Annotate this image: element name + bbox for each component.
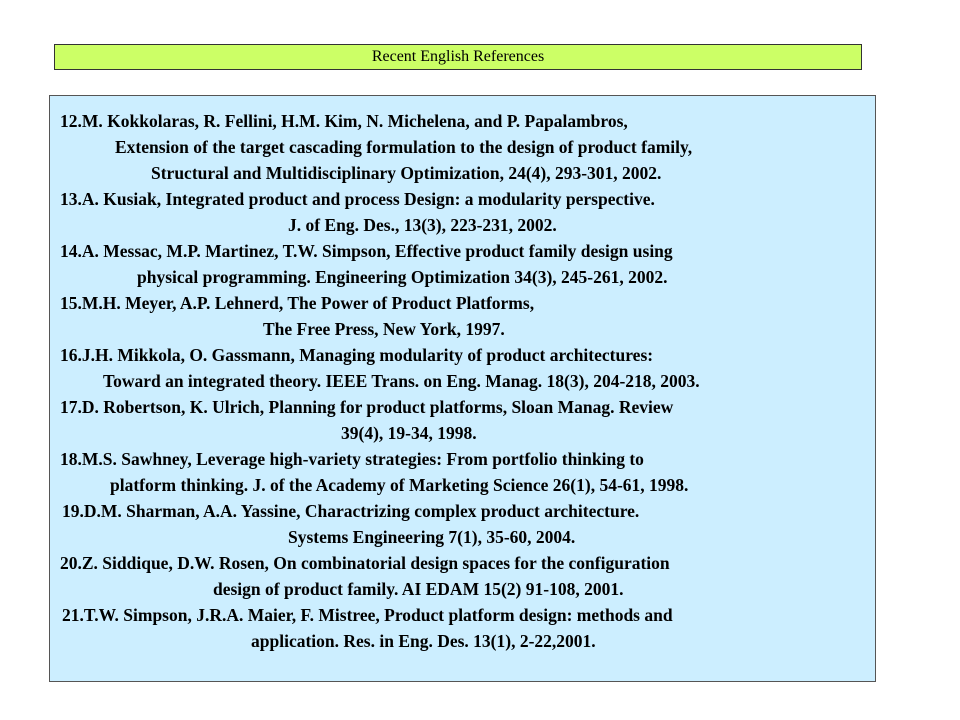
- reference-17-line-2: 39(4), 19-34, 1998.: [341, 423, 477, 443]
- references-panel: [49, 95, 876, 682]
- reference-19-line-2: Systems Engineering 7(1), 35-60, 2004.: [288, 527, 576, 547]
- reference-18-line-1: 18.M.S. Sawhney, Leverage high-variety strategies: From portfolio thinking to: [60, 449, 644, 469]
- reference-16-line-2: Toward an integrated theory. IEEE Trans. on Eng. Manag. 18(3), 204-218, 2003.: [103, 371, 700, 391]
- reference-15-line-1: 15.M.H. Meyer, A.P. Lehnerd, The Power of Product Platforms,: [60, 293, 535, 313]
- reference-21-line-1: 21.T.W. Simpson, J.R.A. Maier, F. Mistree, Product platform design: methods and: [62, 605, 673, 625]
- reference-12-line-1: 12.M. Kokkolaras, R. Fellini, H.M. Kim, N. Michelena, and P. Papalambros,: [60, 111, 628, 131]
- reference-13-line-1: 13.A. Kusiak, Integrated product and process Design: a modularity perspective.: [60, 189, 655, 209]
- reference-13-line-2: J. of Eng. Des., 13(3), 223-231, 2002.: [288, 215, 557, 235]
- reference-19-line-1: 19.D.M. Sharman, A.A. Yassine, Charactrizing complex product architecture.: [62, 501, 640, 521]
- reference-17-line-1: 17.D. Robertson, K. Ulrich, Planning for product platforms, Sloan Manag. Review: [60, 397, 674, 417]
- reference-20-line-2: design of product family. AI EDAM 15(2) 91-108, 2001.: [213, 579, 624, 599]
- page-title: Recent English References: [54, 44, 862, 70]
- reference-12-line-3: Structural and Multidisciplinary Optimization, 24(4), 293-301, 2002.: [151, 163, 662, 183]
- reference-14-line-1: 14.A. Messac, M.P. Martinez, T.W. Simpson, Effective product family design using: [60, 241, 673, 261]
- reference-18-line-2: platform thinking. J. of the Academy of Marketing Science 26(1), 54-61, 1998.: [110, 475, 689, 495]
- reference-14-line-2: physical programming. Engineering Optimization 34(3), 245-261, 2002.: [137, 267, 668, 287]
- reference-20-line-1: 20.Z. Siddique, D.W. Rosen, On combinatorial design spaces for the configuration: [60, 553, 670, 573]
- reference-21-line-2: application. Res. in Eng. Des. 13(1), 2-22,2001.: [251, 631, 596, 651]
- reference-16-line-1: 16.J.H. Mikkola, O. Gassmann, Managing modularity of product architectures:: [60, 345, 654, 365]
- reference-12-line-2: Extension of the target cascading formulation to the design of product family,: [115, 137, 693, 157]
- reference-15-line-2: The Free Press, New York, 1997.: [263, 319, 505, 339]
